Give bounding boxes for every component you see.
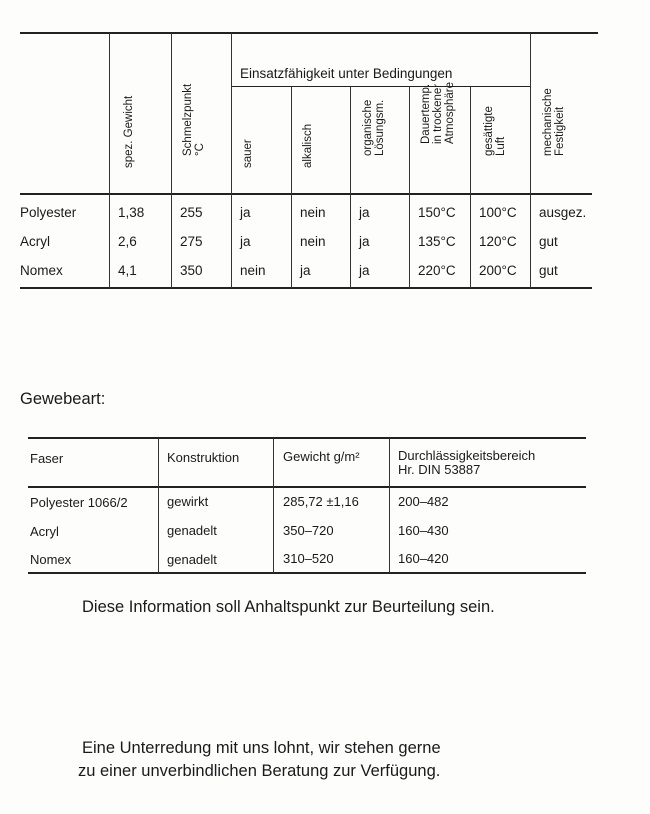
cell-alkalisch: nein <box>300 205 326 220</box>
cell-sauer: nein <box>240 263 266 278</box>
cell-faser: Polyester 1066/2 <box>30 495 128 510</box>
cell-dauer: 220°C <box>418 263 456 278</box>
cell-gewicht: 310–520 <box>283 551 334 566</box>
row-name: Polyester <box>20 205 77 220</box>
closing-note-line1: Eine Unterredung mit uns lohnt, wir stehen gerne <box>82 739 441 757</box>
table1-col-divider <box>291 87 292 288</box>
cell-durchlass: 160–430 <box>398 523 449 538</box>
header-schmelzpunkt-label: Schmelzpunkt °C <box>182 83 206 156</box>
cell-luft: 200°C <box>479 263 517 278</box>
cell-gewicht: 4,1 <box>118 263 137 278</box>
table1-col-divider <box>231 33 232 288</box>
table2-bottom-rule <box>28 572 586 574</box>
table2-top-rule <box>28 437 586 439</box>
row-name: Nomex <box>20 263 63 278</box>
cell-luft: 100°C <box>479 205 517 220</box>
cell-faser: Acryl <box>30 524 59 539</box>
header-gesaettigt-label: gesättigte Luft <box>483 106 507 156</box>
table1-col-divider <box>171 33 172 288</box>
header-konstruktion: Konstruktion <box>167 450 240 465</box>
cell-organisch: ja <box>359 205 370 220</box>
cell-durchlass: 160–420 <box>398 551 449 566</box>
header-gewicht: Gewicht g/m² <box>283 449 360 464</box>
header-organisch-label: organische Lösungsm. <box>362 99 386 156</box>
closing-note-line2: zu einer unverbindlichen Beratung zur Verfügung. <box>78 762 441 780</box>
cell-mech: ausgez. <box>539 205 587 220</box>
header-mechanisch-label: mechanische Festigkeit <box>542 88 566 156</box>
cell-schmelz: 255 <box>180 205 203 220</box>
cell-organisch: ja <box>359 234 370 249</box>
cell-konstruktion: genadelt <box>167 523 217 538</box>
table2-col-divider <box>158 438 159 573</box>
table2-col-divider <box>389 438 390 573</box>
cell-organisch: ja <box>359 263 370 278</box>
group-header: Einsatzfähigkeit unter Bedingungen <box>240 66 453 81</box>
section-title: Gewebeart: <box>20 390 106 408</box>
table1-col-divider <box>530 33 531 288</box>
cell-durchlass: 200–482 <box>398 494 449 509</box>
cell-schmelz: 350 <box>180 263 203 278</box>
table1-header-rule <box>20 193 592 195</box>
cell-mech: gut <box>539 263 558 278</box>
cell-konstruktion: genadelt <box>167 552 217 567</box>
cell-gewicht: 2,6 <box>118 234 137 249</box>
table1-col-divider <box>350 87 351 288</box>
cell-faser: Nomex <box>30 552 72 567</box>
cell-dauer: 150°C <box>418 205 456 220</box>
cell-gewicht: 1,38 <box>118 205 145 220</box>
header-spez-gewicht-label: spez. Gewicht <box>123 95 135 168</box>
info-note: Diese Information soll Anhaltspunkt zur Beurteilung sein. <box>82 598 495 616</box>
header-durchlass: Durchlässigkeitsbereich Hr. DIN 53887 <box>398 448 536 477</box>
cell-konstruktion: gewirkt <box>167 494 209 509</box>
table1-top-rule <box>20 32 598 34</box>
cell-alkalisch: nein <box>300 234 326 249</box>
cell-luft: 120°C <box>479 234 517 249</box>
row-name: Acryl <box>20 234 50 249</box>
cell-alkalisch: ja <box>300 263 311 278</box>
cell-sauer: ja <box>240 234 251 249</box>
table1-bottom-rule <box>20 287 592 289</box>
table1-col-divider <box>409 87 410 288</box>
table1-col-divider <box>109 33 110 288</box>
header-alkalisch-label: alkalisch <box>302 123 314 168</box>
table2-col-divider <box>273 438 274 573</box>
cell-sauer: ja <box>240 205 251 220</box>
table1-col-divider <box>470 87 471 288</box>
cell-mech: gut <box>539 234 558 249</box>
header-dauertemp-label: Dauertemp. in trockener Atmosphäre <box>420 81 456 144</box>
cell-gewicht: 350–720 <box>283 523 334 538</box>
header-sauer-label: sauer <box>242 139 254 168</box>
header-faser: Faser <box>30 451 64 466</box>
cell-dauer: 135°C <box>418 234 456 249</box>
table1-group-rule <box>232 86 530 87</box>
table2-header-rule <box>28 486 586 488</box>
cell-gewicht: 285,72 ±1,16 <box>283 494 359 509</box>
cell-schmelz: 275 <box>180 234 203 249</box>
